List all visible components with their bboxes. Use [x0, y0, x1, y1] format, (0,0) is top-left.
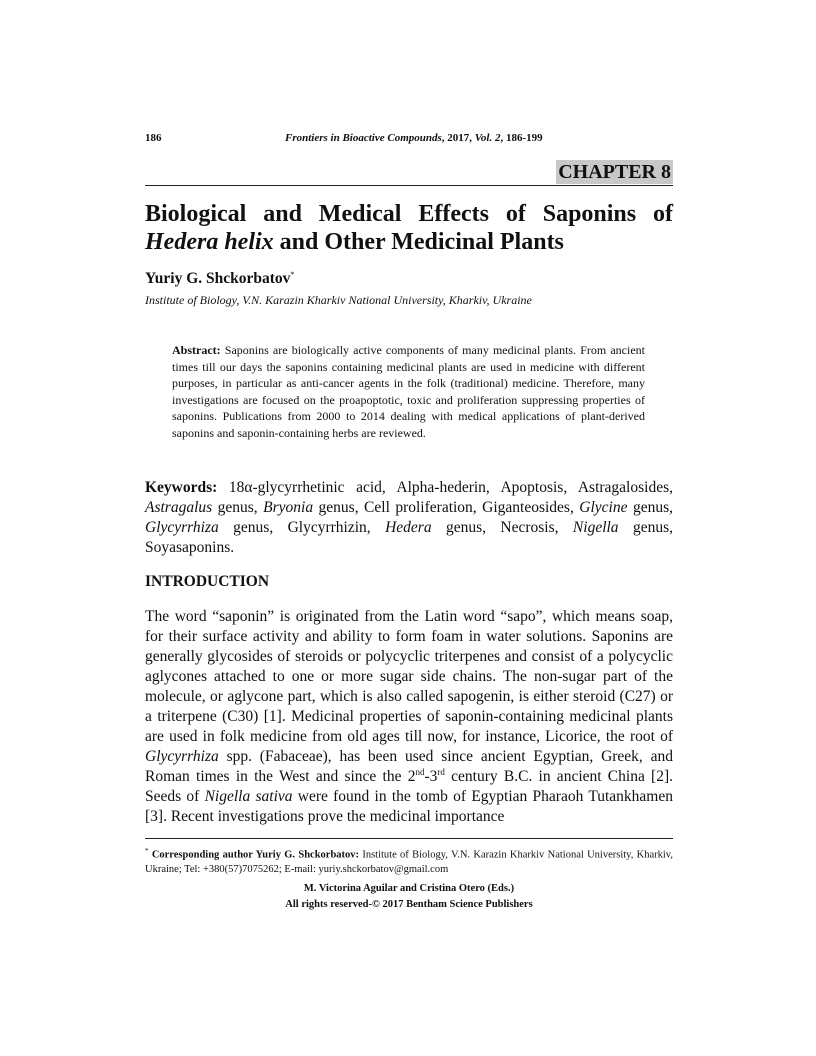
abstract [172, 342, 645, 442]
chapter-label: CHAPTER 8 [558, 161, 671, 183]
author-mark: * [290, 270, 295, 279]
keywords [145, 478, 673, 558]
abstract-label: Abstract: [172, 343, 221, 357]
kw-text: 18α-glycyrrhetinic acid, Alpha-hederin, Apoptosis, Astragalosides, [217, 479, 673, 496]
footnote-mark: * [145, 847, 149, 855]
title-line-2 [145, 229, 564, 255]
para-text: century B.C. in ancient China [2]. Seeds of [145, 768, 674, 805]
author-name: Yuriy G. Shckorbatov [145, 270, 291, 288]
footnote [145, 844, 673, 877]
para-text: spp. (Fabaceae), has been used since ancient Egyptian, Greek, and Roman times in the West and since the 2 [145, 748, 673, 785]
chapter-title [145, 200, 673, 256]
running-header [145, 132, 673, 144]
kw-italic: Hedera [385, 519, 432, 536]
abstract-text: Saponins are biologically active components of many medicinal plants. From ancient times till our days the saponins containing medicinal plants are used in medicine with different purposes, in particular as anti-cancer agents in the folk (traditional) medicine. Therefore, many investigations are focused on the proapoptotic, toxic and proliferation suppressing properties of saponins. Publications from 2000 to 2014 dealing with medical applications of plant-derived saponins and saponin-containing herbs are reviewed. [172, 343, 645, 440]
journal-name: Frontiers in Bioactive Compounds [285, 132, 442, 144]
editors-block [145, 881, 673, 913]
affiliation: Institute of Biology, V.N. Karazin Kharkiv National University, Kharkiv, Ukraine [145, 293, 532, 307]
page-number: 186 [145, 132, 162, 144]
kw-italic: Nigella [572, 519, 619, 536]
kw-italic: Astragalus [145, 499, 213, 516]
journal-year: , 2017, [441, 132, 475, 144]
para-italic: Nigella sativa [204, 788, 293, 805]
journal-volume: Vol. 2 [474, 132, 501, 144]
kw-text: genus, [627, 499, 673, 516]
title-line-1: Biological and Medical Effects of Saponins of [145, 201, 673, 227]
journal-citation [285, 132, 543, 144]
kw-text: genus, [212, 499, 264, 516]
copyright-line: All rights reserved-© 2017 Bentham Science Publishers [285, 899, 533, 910]
para-text: The word “saponin” is originated from the Latin word “sapo”, which means soap, for their surface activity and ability to form foam in water solutions. Saponins are generally glycosides of steroids or polycyclic triterpenes and consist of a polycyclic aglycones attached to one or more sugar side chains. The non-sugar part of the molecule, or aglycone part, which is also called sapogenin, is either steroid (C27) or a triterpene (C30) [1]. Medicinal properties of saponin-containing medicinal plants are used in folk medicine from old ages till now, for instance, Licorice, the root of [145, 608, 673, 745]
para-text: -3 [424, 768, 438, 785]
para-italic: Glycyrrhiza [145, 748, 219, 765]
kw-text: genus, Glycyrrhizin, [218, 519, 386, 536]
editors-line: M. Victorina Aguilar and Cristina Otero (Eds.) [303, 883, 515, 894]
footnote-rule [145, 838, 673, 839]
kw-text: genus, Soyasaponins. [145, 519, 673, 556]
superscript: rd [437, 766, 445, 777]
footnote-text: Institute of Biology, V.N. Karazin Kharkiv National University, Kharkiv, Ukraine; Tel: +380(57)7075262; E-mail: yuriy.shckorbatov@gmail.com [145, 849, 673, 875]
superscript: nd [415, 766, 425, 777]
title-rest: and Other Medicinal Plants [273, 229, 564, 255]
title-italic: Hedera helix [145, 229, 274, 255]
journal-pages: , 186-199 [500, 132, 543, 144]
header-rule [145, 185, 673, 186]
para-text: were found in the tomb of Egyptian Pharaoh Tutankhamen [3]. Recent investigations prove the medicinal importance [145, 788, 673, 825]
kw-italic: Bryonia [263, 499, 314, 516]
kw-text: genus, Necrosis, [431, 519, 573, 536]
section-heading: INTRODUCTION [145, 573, 270, 590]
kw-italic: Glycine [579, 499, 628, 516]
footnote-label: Corresponding author Yuriy G. Shckorbatov: [151, 849, 360, 861]
kw-text: genus, Cell proliferation, Giganteosides, [313, 499, 580, 516]
author [145, 270, 294, 288]
keywords-label: Keywords: [145, 479, 218, 496]
intro-paragraph [145, 607, 673, 827]
kw-italic: Glycyrrhiza [145, 519, 219, 536]
